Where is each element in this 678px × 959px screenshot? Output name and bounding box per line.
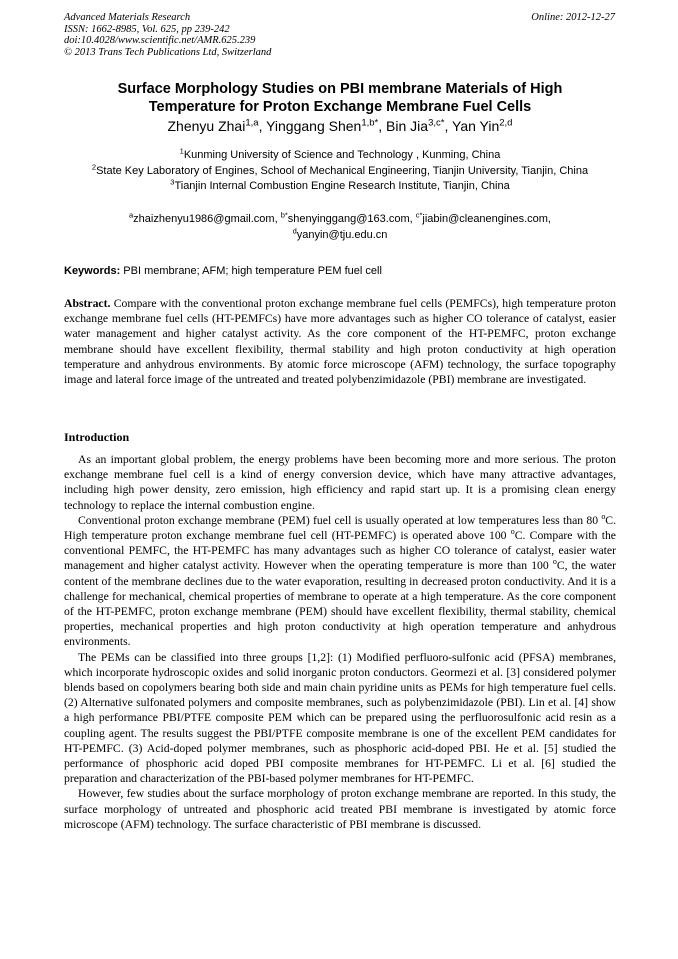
title-line-1: Surface Morphology Studies on PBI membrane Materials of High [117, 81, 563, 97]
author-affil-mark: 3,c* [428, 117, 445, 129]
abstract [64, 296, 616, 387]
journal-header [64, 12, 271, 58]
section-heading: Introduction [64, 430, 130, 444]
issn-line: ISSN: 1662-8985, Vol. 625, pp 239-242 [64, 23, 230, 35]
paragraph-text: C. Compare with the conventional PEMFC, the HT-PEMFC has many advantages such as higher CO tolerance of catalyst, easier water management and higher catalyst activity. However when the operating temperature is more than 100 [64, 529, 616, 573]
author-separator: , [258, 118, 267, 134]
email-list [64, 212, 616, 243]
keywords-label: Keywords: [64, 265, 121, 277]
paper-title [64, 81, 616, 116]
email-link[interactable]: yanyin@tju.edu.cn [296, 228, 388, 241]
author-affil-mark: 2,d [499, 117, 513, 129]
email-mark: b* [280, 210, 288, 220]
keywords [64, 264, 616, 278]
keywords-text: PBI membrane; AFM; high temperature PEM fuel cell [120, 265, 382, 277]
author-name: Bin Jia [386, 118, 429, 134]
author-affil-mark: 1,b* [361, 117, 379, 129]
email-mark: a [129, 210, 134, 220]
abstract-text: Compare with the conventional proton exchange membrane fuel cells (PEMFCs), high temperature proton exchange membrane fuel cells (HT-PEMFCs) have more advantages such as higher CO tolerance of catalyst, easier water management and higher catalyst activity. As the core component of the HT-PEMFC, proton exchange membrane should have excellent flexibility, thermal stability and high proton conductivity at high operation temperature and anhydrous environments. By atomic force microscope (AFM) technology, the surface topography image and lateral force image of the untreated and treated polybenzimidazole (PBI) membrane are investigated. [64, 297, 616, 387]
affiliation-mark: 1 [179, 146, 184, 156]
affiliation-list [64, 148, 616, 195]
author-separator: , [378, 118, 387, 134]
degree-sign: o [601, 511, 606, 521]
affiliation-text: State Key Laboratory of Engines, School of Mechanical Engineering, Tianjin University, Tianjin, China [96, 164, 589, 177]
affiliation-mark: 3 [170, 177, 175, 187]
author [452, 118, 512, 134]
paragraph: The PEMs can be classified into three groups [1,2]: (1) Modified perfluoro-sulfonic acid (PFSA) membranes, which incorporate hydroscopic oxides and solid inorganic proton conductors. Geormezi et al. [3] considered polymer blends based on copolymers bearing both side and main chain pyridine units as PEMs for high temperature fuel cells. (2) Alternative sulfonated polymers and composite membranes, such as polybenzimidazole (PBI). Lin et al. [4] show a high performance PBI/PTFE composite PEM which can be prepared using the perfluorosulfonic acid resin as a coupling agent. The results suggest the PBI/PTFE composite membrane is one of the excellent PEM candidates for HT-PEMFC. (3) Acid-doped polymer membranes, such as phosphoric acid-doped PBI. He et al. [5] studied the performance of phosphoric acid doped PBI composite membranes for HT-PEMFC. Li et al. [6] studied the preparation and characterization of the PBI-based polymer membranes for HT-PEMFC. [64, 650, 616, 786]
author [386, 118, 452, 134]
paragraph: However, few studies about the surface morphology of proton exchange membrane are reported. In this study, the surface morphology of untreated and phosphoric acid treated PBI membrane is investigated by atomic force microscope (AFM) technology. The surface characteristic of PBI membrane is discussed. [64, 787, 616, 831]
author-list [64, 117, 616, 135]
journal-name: Advanced Materials Research [64, 12, 191, 23]
degree-sign: o [510, 527, 515, 537]
degree-sign: o [552, 557, 557, 567]
email-link[interactable]: shenyinggang@163.com, [287, 213, 416, 225]
email-link[interactable]: jiabin@cleanengines.com, [422, 213, 551, 225]
author-separator: , [444, 118, 453, 134]
title-line-2: Temperature for Proton Exchange Membrane Fuel Cells [148, 98, 532, 115]
author-name: Zhenyu Zhai [167, 118, 246, 134]
email-mark: d [292, 225, 297, 235]
paragraph [64, 513, 616, 650]
email-link[interactable]: zhaizhenyu1986@gmail.com, [133, 213, 281, 225]
author [266, 118, 386, 134]
affiliation-mark: 2 [91, 161, 97, 171]
paragraph: As an important global problem, the energy problems have been becoming more and more serious. The proton exchange membrane fuel cell is a kind of energy conversion device, which have many attractive advantages, including high power density, zero emission, high efficiency and rapid start up. It is a promising clean energy technology to replace the internal combustion engine. [64, 453, 616, 512]
affiliation-text: Kunming University of Science and Technology , Kunming, China [183, 149, 501, 161]
author-affil-mark: 1,a [245, 117, 259, 129]
online-date [531, 12, 615, 24]
author-name: Yinggang Shen [266, 118, 362, 134]
affiliation [64, 148, 616, 164]
abstract-label: Abstract. [64, 297, 111, 310]
affiliation [64, 161, 616, 180]
doi-line: doi:10.4028/www.scientific.net/AMR.625.239 [64, 35, 256, 46]
copyright-line: © 2013 Trans Tech Publications Ltd, Switzerland [64, 46, 272, 58]
email-mark: c* [415, 210, 423, 220]
paragraph-text: C, the water content of the membrane declines due to the water evaporation, resulting in decreased proton conductivity. And it is a challenge for mechanical, chemical properties of membrane to operate at a high temperature. As the core component of the HT-PEMFC, proton exchange membrane (PEM) should have excellent flexibility, thermal stability, chemical properties, mechanical properties and high proton conductivity at high operation temperature and anhydrous environments. [64, 559, 616, 649]
affiliation-text: Tianjin Internal Combustion Engine Research Institute, Tianjin, China [174, 180, 510, 192]
affiliation [64, 179, 616, 195]
online-date-text: Online: 2012-12-27 [531, 12, 615, 23]
paragraph-text: C. High temperature proton exchange membrane fuel cell (HT-PEMFC) is operated above 100 [64, 513, 616, 543]
author-name: Yan Yin [452, 118, 500, 134]
paragraph-text: Conventional proton exchange membrane (PEM) fuel cell is usually operated at low temperatures less than 80 [78, 513, 602, 527]
introduction-body [64, 452, 616, 832]
author [168, 118, 267, 134]
